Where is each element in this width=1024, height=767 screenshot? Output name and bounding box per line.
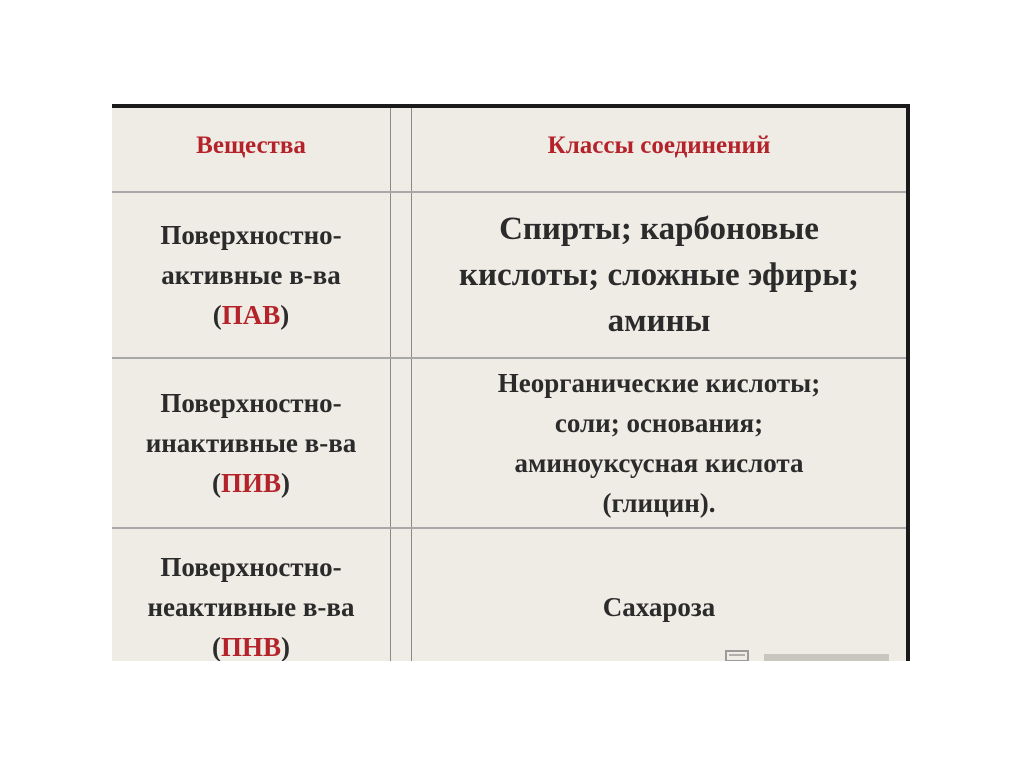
substance-line: Поверхностно- — [160, 552, 342, 582]
substance-cell — [112, 358, 391, 528]
classes-cell — [412, 528, 907, 661]
classes-line: соли; основания; — [554, 408, 764, 438]
substance-cell — [112, 192, 391, 358]
classes-cell — [412, 358, 907, 528]
abbreviation: ПНВ — [220, 632, 281, 661]
abbr-open-paren: ( — [211, 632, 221, 661]
substance-abbr-line — [112, 627, 390, 661]
abbr-close-paren: ) — [281, 632, 290, 661]
table-row — [112, 358, 906, 528]
table-row — [112, 528, 906, 661]
watermark-logo-icon — [724, 647, 894, 661]
classes-line: Неорганические кислоты; — [497, 368, 821, 398]
slide-top-border — [112, 104, 910, 108]
abbr-close-paren: ) — [281, 468, 290, 498]
classes-line: Спирты; карбоновые — [499, 211, 819, 247]
substance-line: Поверхностно- — [160, 220, 342, 250]
column-spacer — [391, 192, 412, 358]
column-spacer — [391, 528, 412, 661]
substance-line: неактивные в-ва — [147, 592, 355, 622]
classes-line: (глицин). — [602, 488, 716, 518]
abbreviation: ПИВ — [220, 468, 281, 498]
substance-abbr-line — [112, 295, 390, 335]
table-header-row — [112, 108, 906, 192]
abbr-open-paren: ( — [211, 468, 221, 498]
table-row — [112, 192, 906, 358]
classes-line: амины — [607, 303, 711, 339]
substance-line: инактивные в-ва — [145, 428, 357, 458]
classes-line: Сахароза — [602, 592, 716, 622]
header-compound-classes: Классы соединений — [412, 108, 907, 192]
abbr-close-paren: ) — [280, 300, 290, 330]
slide-right-border — [906, 104, 910, 661]
classes-cell — [412, 192, 907, 358]
column-spacer — [391, 358, 412, 528]
substance-cell — [112, 528, 391, 661]
substance-abbr-line — [112, 463, 390, 503]
abbr-open-paren: ( — [212, 300, 222, 330]
substances-table — [112, 108, 906, 661]
abbreviation: ПАВ — [221, 300, 281, 330]
slide — [112, 104, 910, 661]
classes-line: кислоты; сложные эфиры; — [459, 257, 859, 293]
substance-line: Поверхностно- — [160, 388, 342, 418]
column-spacer — [391, 108, 412, 192]
classes-line: аминоуксусная кислота — [514, 448, 804, 478]
substance-line: активные в-ва — [161, 260, 341, 290]
header-substances: Вещества — [112, 108, 391, 192]
